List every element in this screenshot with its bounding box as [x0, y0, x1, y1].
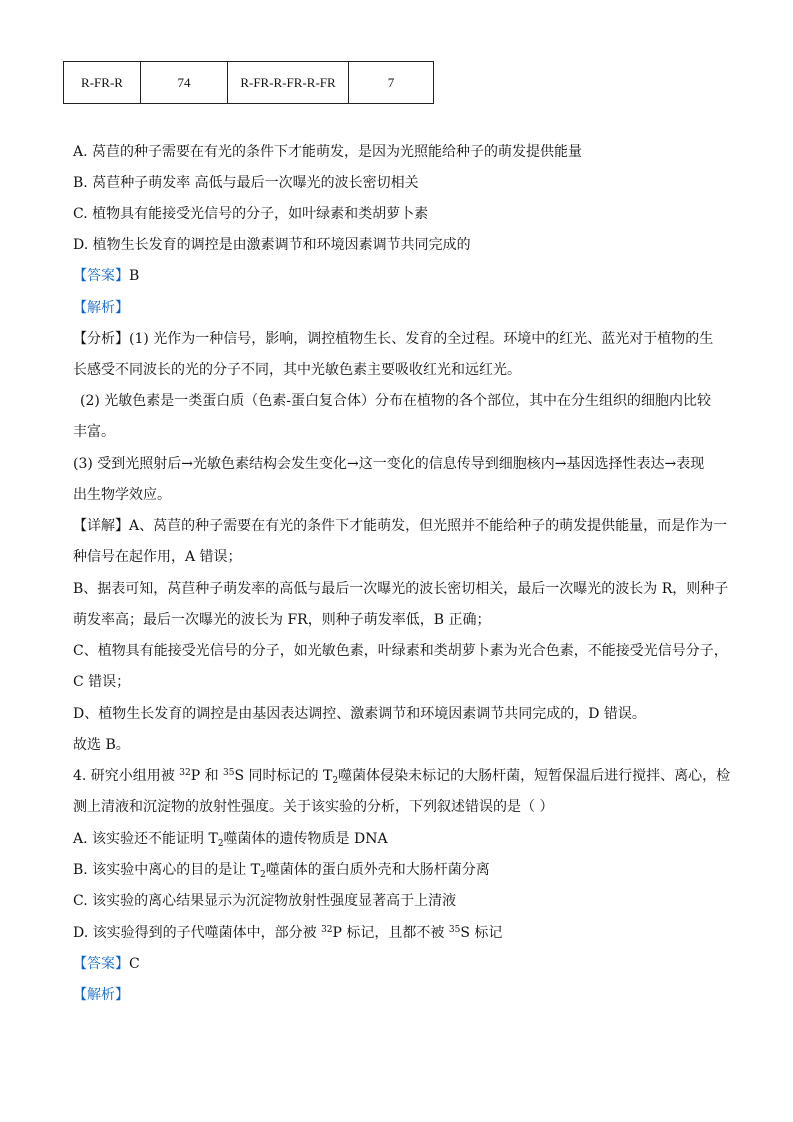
xiangjie-line: 故选 B。 — [73, 737, 130, 753]
fenxi-line: (3) 受到光照射后→光敏色素结构会发生变化→这一变化的信息传导到细胞核内→基因选择性表达→表现 — [73, 456, 705, 472]
fenxi-line: 出生物学效应。 — [73, 487, 171, 503]
subscript: 2 — [332, 776, 339, 786]
answer-value: C — [129, 956, 140, 972]
superscript: 32 — [321, 925, 333, 935]
option-text: P 标记，且都不被 — [332, 925, 449, 941]
xiangjie-line: C、植物具有能接受光信号的分子，如光敏色素，叶绿素和类胡萝卜素为光合色素，不能接受光信号分子， — [73, 643, 728, 659]
xiangjie-line: 【详解】A、莴苣的种子需要在有光的条件下才能萌发，但光照并不能给种子的萌发提供能量，而是作为一 — [73, 518, 728, 534]
table-cell: R-FR-R-FR-R-FR — [228, 62, 349, 104]
question-4-stem-2: 测上清液和沉淀物的放射性强度。关于该实验的分析，下列叙述错误的是（ ） — [73, 799, 554, 815]
xiangjie-line: 种信号在起作用，A 错误； — [73, 549, 242, 565]
option-text: D. 该实验得到的子代噬菌体中，部分被 — [73, 925, 322, 941]
xiangjie-line: C 错误； — [73, 674, 131, 690]
q4-answer-line — [73, 955, 733, 973]
superscript: 35 — [448, 925, 461, 935]
answer-label: 【答案】 — [73, 956, 129, 972]
option-text: A. 该实验还不能证明 T — [73, 831, 218, 847]
fenxi-line: 丰富。 — [73, 424, 115, 440]
superscript: 32 — [179, 768, 191, 778]
fenxi-line: 长感受不同波长的光的分子不同，其中光敏色素主要吸收红光和远红光。 — [73, 362, 521, 378]
xiangjie-line: D、植物生长发育的调控是由基因表达调控、激素调节和环境因素调节共同完成的，D 错误。 — [73, 706, 646, 722]
table-cell: R-FR-R — [64, 62, 141, 104]
option-text: 噬菌体的蛋白质外壳和大肠杆菌分离 — [265, 862, 490, 878]
xiangjie-line: 萌发率高；最后一次曝光的波长为 FR，则种子萌发率低，B 正确； — [73, 612, 491, 628]
table-cell: 7 — [349, 62, 434, 104]
q4-option-d — [73, 924, 733, 942]
option-a: A. 莴苣的种子需要在有光的条件下才能萌发，是因为光照能给种子的萌发提供能量 — [73, 144, 583, 160]
xiangjie-line: B、据表可知，莴苣种子萌发率的高低与最后一次曝光的波长密切相关，最后一次曝光的波长为 R，则种子 — [73, 581, 729, 597]
stem-text: 噬菌体侵染未标记的大肠杆菌，短暂保温后进行搅拌、离心，检 — [338, 768, 731, 784]
answer-value: B — [129, 268, 140, 284]
q4-option-b — [73, 861, 733, 879]
table-cell: 74 — [141, 62, 228, 104]
q4-option-c: C. 该实验的离心结果显示为沉淀物放射性强度显著高于上清液 — [73, 893, 457, 909]
analysis-label: 【解析】 — [73, 300, 129, 316]
option-c: C. 植物具有能接受光信号的分子，如叶绿素和类胡萝卜素 — [73, 206, 429, 222]
fenxi-line: 【分析】(1) 光作为一种信号，影响，调控植物生长、发育的全过程。环境中的红光、蓝光对于植物的生 — [73, 331, 714, 347]
stem-text: 4. 研究小组用被 — [73, 768, 180, 784]
option-b: B. 莴苣种子萌发率 高低与最后一次曝光的波长密切相关 — [73, 175, 419, 191]
question-4-stem — [73, 767, 733, 785]
subscript: 2 — [217, 839, 224, 849]
germination-table — [63, 61, 434, 104]
option-d: D. 植物生长发育的调控是由激素调节和环境因素调节共同完成的 — [73, 237, 471, 253]
q4-option-a — [73, 830, 733, 848]
stem-text: S 同时标记的 T — [234, 768, 333, 784]
answer-label: 【答案】 — [73, 268, 129, 284]
option-text: S 标记 — [460, 925, 503, 941]
table-row — [64, 62, 434, 104]
stem-text: P 和 — [190, 768, 224, 784]
option-text: 噬菌体的遗传物质是 DNA — [223, 831, 388, 847]
option-text: B. 该实验中离心的目的是让 T — [73, 862, 260, 878]
subscript: 2 — [259, 870, 266, 880]
q4-analysis-label: 【解析】 — [73, 987, 129, 1003]
fenxi-line: (2) 光敏色素是一类蛋白质（色素-蛋白复合体）分布在植物的各个部位，其中在分生组织的细胞内比较 — [80, 393, 712, 409]
superscript: 35 — [223, 768, 235, 778]
answer-line — [73, 267, 733, 285]
